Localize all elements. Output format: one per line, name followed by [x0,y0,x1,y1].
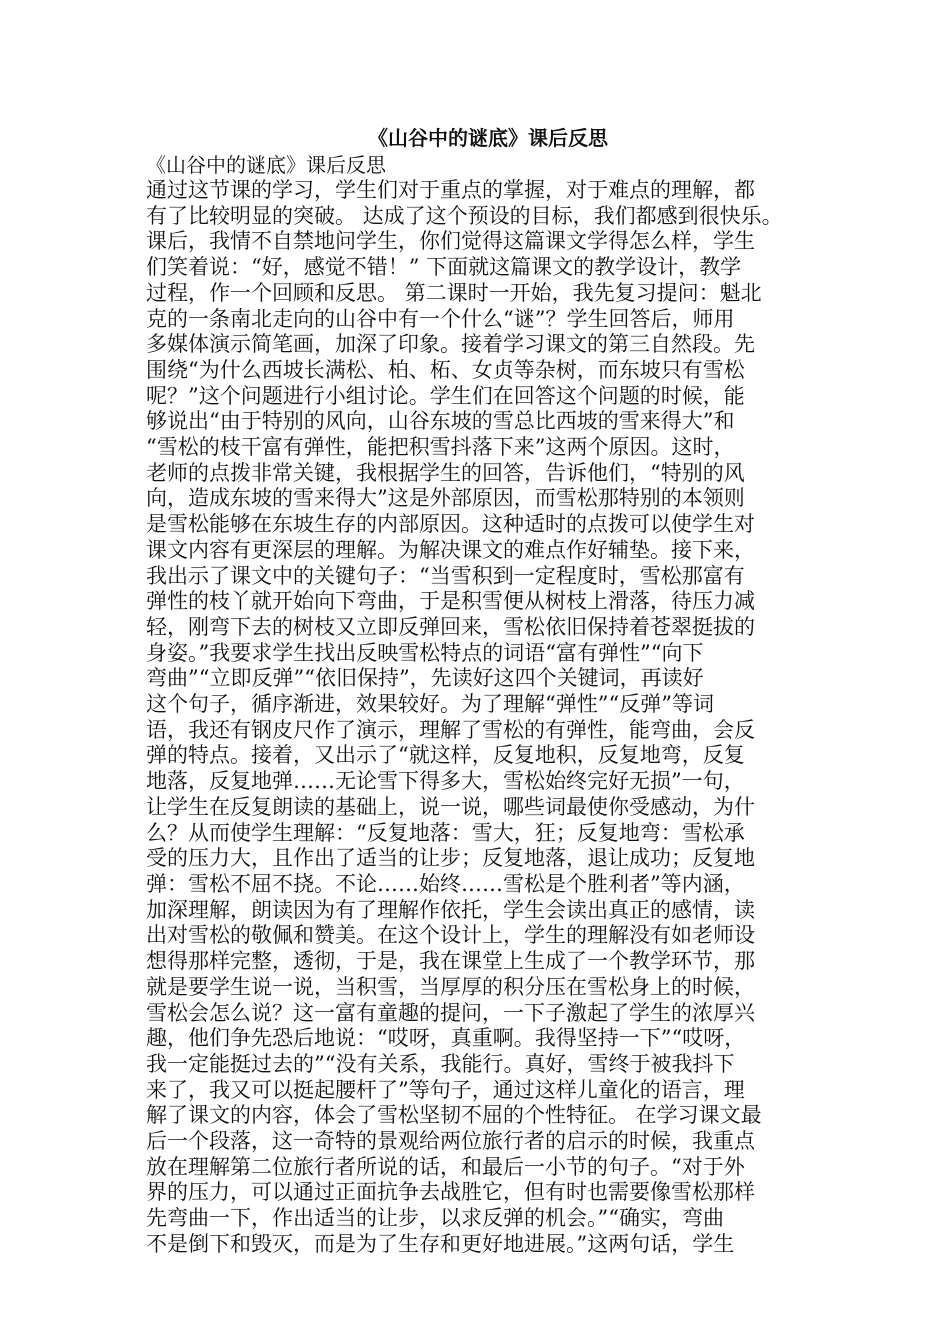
body-line: 来了，我又可以挺起腰杆了”等句子，通过这样儿童化的语言，理 [146,1077,745,1102]
body-line: 够说出“由于特别的风向，山谷东坡的雪总比西坡的雪来得大”和 [146,409,735,434]
body-line: 我一定能挺过去的”“没有关系，我能行。真好，雪终于被我抖下 [146,1051,735,1076]
body-line: 想得那样完整，透彻，于是，我在课堂上生成了一个教学环节，那 [146,949,755,974]
body-line: 多媒体演示简笔画，加深了印象。接着学习课文的第三自然段。先 [146,332,755,357]
body-line: 趣，他们争先恐后地说：“哎呀，真重啊。我得坚持一下”“哎呀， [146,1026,746,1051]
body-line: 弯曲”“立即反弹”“依旧保持”，先读好这四个关键词，再读好 [146,666,704,691]
document-subtitle: 《山谷中的谜底》课后反思 [146,153,386,177]
body-line: “雪松的枝干富有弹性，能把积雪抖落下来”这两个原因。这时， [146,435,735,460]
document-page [146,124,816,1258]
body-line: 弹性的枝丫就开始向下弯曲，于是积雪便从树枝上滑落，待压力减 [146,589,755,614]
body-line: 轻，刚弯下去的树枝又立即反弹回来，雪松依旧保持着苍翠挺拔的 [146,614,755,639]
body-line: 界的压力，可以通过正面抗争去战胜它，但有时也需要像雪松那样 [146,1180,755,1205]
body-line: 就是要学生说一说，当积雪，当厚厚的积分压在雪松身上的时候， [146,974,755,999]
body-line: 先弯曲一下，作出适当的让步，以求反弹的机会。”“确实，弯曲 [146,1206,724,1231]
body-line: 不是倒下和毁灭，而是为了生存和更好地进展。”这两句话，学生 [146,1231,735,1256]
body-line: 围绕“为什么西坡长满松、柏、柘、女贞等杂树，而东坡只有雪松 [146,357,745,382]
body-line: 出对雪松的敬佩和赞美。在这个设计上，学生的理解没有如老师设 [146,923,755,948]
body-line: 解了课文的内容，体会了雪松坚韧不屈的个性特征。 在学习课文最 [146,1103,762,1128]
body-line: 我出示了课文中的关键句子：“当雪积到一定程度时，雪松那富有 [146,563,745,588]
body-line: 向，造成东坡的雪来得大”这是外部原因，而雪松那特别的本领则 [146,486,745,511]
body-line: 身姿。”我要求学生找出反映雪松特点的词语“富有弹性”“向下 [146,640,704,665]
body-line: 后一个段落，这一奇特的景观给两位旅行者的启示的时候，我重点 [146,1129,755,1154]
body-line: 弹的特点。接着，又出示了“就这样，反复地积，反复地弯，反复 [146,743,745,768]
body-line: 有了比较明显的突破。 达成了这个预设的目标，我们都感到很快乐。 [146,203,783,228]
body-line: 课后，我情不自禁地问学生，你们觉得这篇课文学得怎么样，学生 [146,229,755,254]
document-body [146,178,816,1258]
body-line: 放在理解第二位旅行者所说的话，和最后一小节的句子。“对于外 [146,1154,745,1179]
body-line: 加深理解，朗读因为有了理解作依托，学生会读出真正的感情，读 [146,897,755,922]
body-line: 让学生在反复朗读的基础上，说一说，哪些词最使你受感动，为什 [146,794,755,819]
body-line: 们笑着说：“好，感觉不错！” 下面就这篇课文的教学设计，教学 [146,255,742,280]
body-line: 么？从而使学生理解：“反复地落：雪大，狂；反复地弯：雪松承 [146,820,745,845]
body-line: 弹：雪松不屈不挠。不论……始终……雪松是个胜利者”等内涵， [146,871,745,896]
body-line: 雪松会怎么说？这一富有童趣的提问，一下子激起了学生的浓厚兴 [146,1000,755,1025]
body-line: 呢？”这个问题进行小组讨论。学生们在回答这个问题的时候，能 [146,383,745,408]
body-line: 克的一条南北走向的山谷中有一个什么“谜”？学生回答后，师用 [146,306,735,331]
body-line: 课文内容有更深层的理解。为解决课文的难点作好辅垫。接下来， [146,537,755,562]
body-line: 地落，反复地弹……无论雪下得多大，雪松始终完好无损”一句， [146,769,745,794]
body-line: 是雪松能够在东坡生存的内部原因。这种适时的点拨可以使学生对 [146,512,755,537]
body-line: 通过这节课的学习，学生们对于重点的掌握，对于难点的理解，都 [146,178,755,202]
document-title: 《山谷中的谜底》课后反思 [368,126,608,150]
body-line: 语，我还有钢皮尺作了演示，理解了雪松的有弹性，能弯曲，会反 [146,717,755,742]
body-line: 过程，作一个回顾和反思。 第二课时一开始，我先复习提问：魁北 [146,280,762,305]
body-line: 这个句子，循序渐进，效果较好。为了理解“弹性”“反弹”等词 [146,692,714,717]
body-line: 老师的点拨非常关键，我根据学生的回答，告诉他们，“特别的风 [146,460,745,485]
body-line: 受的压力大，且作出了适当的让步；反复地落，退让成功；反复地 [146,846,755,871]
